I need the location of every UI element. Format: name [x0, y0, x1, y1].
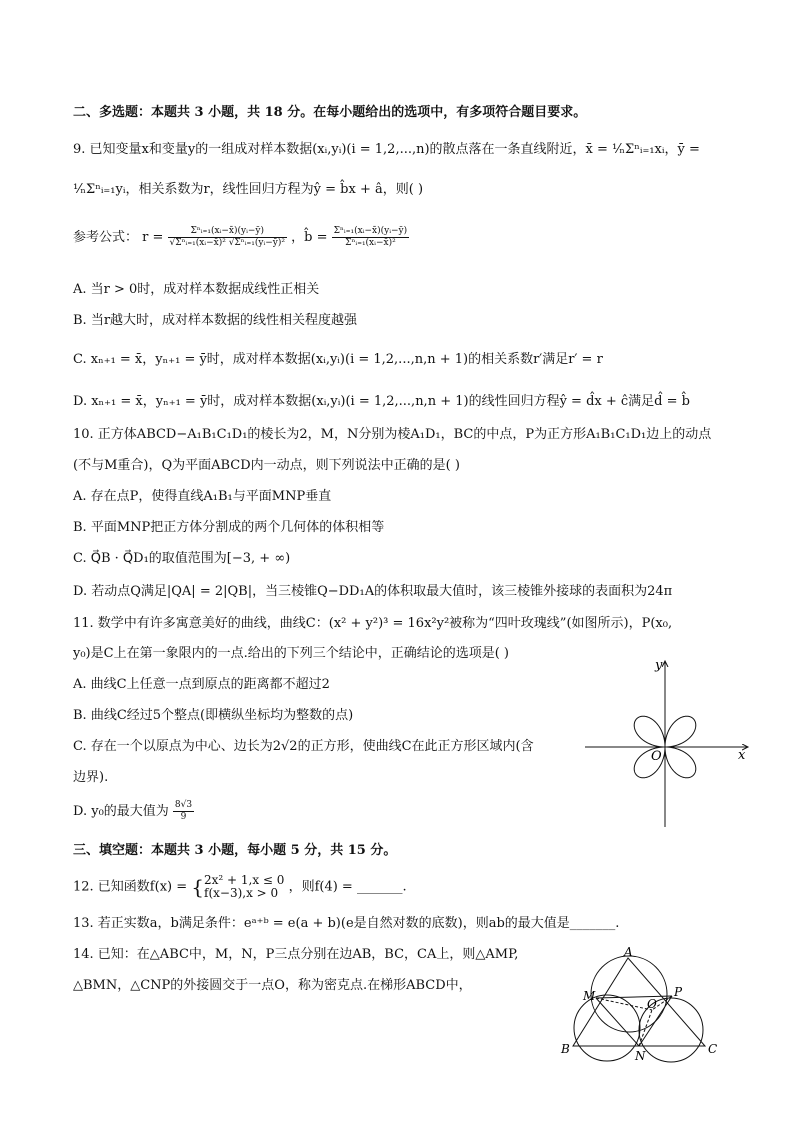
q9-b-numerator: Σⁿᵢ₌₁(xᵢ−x̄)(yᵢ−ȳ)	[333, 226, 408, 236]
q10-option-c: C. Q⃗B · Q⃗D₁的取值范围为[−3, + ∞)	[73, 551, 291, 566]
fig-label-c: C	[708, 1042, 718, 1056]
q10-stem-line2: (不与M重合)，Q为平面ABCD内一动点，则下列说法中正确的是( )	[73, 458, 460, 473]
q9-b-fraction	[332, 226, 410, 249]
q9-r-numerator: Σⁿᵢ₌₁(xᵢ−x̄)(yᵢ−ȳ)	[168, 226, 287, 238]
q9-option-a: A. 当r > 0时，成对样本数据成线性正相关	[73, 282, 320, 297]
q12-case2: f(x−3),x > 0	[204, 886, 279, 900]
fig-label-p: P	[674, 985, 683, 999]
q10-option-a: A. 存在点P，使得直线A₁B₁与平面MNP垂直	[73, 489, 332, 504]
q13-line: 13. 若正实数a，b满足条件：eᵃ⁺ᵇ = e(a + b)(e是自然对数的底数)，则ab的最大值是_______.	[73, 916, 620, 931]
q10-stem-line1: 10. 正方体ABCD−A₁B₁C₁D₁的棱长为2，M，N分别为棱A₁D₁，BC的中点，P为正方形A₁B₁C₁D₁边上的动点	[73, 427, 712, 442]
section-fill-blank-header: 三、填空题：本题共 3 小题，每小题 5 分，共 15 分。	[73, 843, 397, 858]
q9-r-denominator: √Σⁿᵢ₌₁(xᵢ−x̄)² √Σⁿᵢ₌₁(yᵢ−ȳ)²	[169, 238, 286, 248]
q11-option-c-line2: 边界).	[73, 770, 109, 785]
q14-stem-line1: 14. 已知：在△ABC中，M，N，P三点分别在边AB，BC，CA上，则△AMP,	[73, 947, 519, 962]
fig-y-label: y	[655, 658, 663, 673]
q9-r-fraction	[168, 226, 287, 249]
miquel-point-figure	[555, 942, 735, 1082]
q9-b-lhs: ，b̂ =	[291, 230, 328, 245]
q12-prefix: 12. 已知函数f(x) =	[73, 879, 188, 895]
q9-stem-line1: 9. 已知变量x和变量y的一组成对样本数据(xᵢ,yᵢ)(i = 1,2,...,n)的散点落在一条直线附近，x̄ = ¹⁄ₙΣⁿᵢ₌₁xᵢ，ȳ =	[73, 142, 700, 157]
q9-option-d: D. xₙ₊₁ = x̄，yₙ₊₁ = ȳ时，成对样本数据(xᵢ,yᵢ)(i = 1,2,...,n,n + 1)的线性回归方程ŷ = d̂x + ĉ满足d̂ = b̂	[73, 394, 690, 409]
fig-label-o: O	[647, 997, 657, 1011]
q12-line	[73, 872, 407, 903]
q11-stem-line1: 11. 数学中有许多寓意美好的曲线，曲线C：(x² + y²)³ = 16x²y²被称为“四叶玫瑰线”(如图所示)，P(x₀,	[73, 616, 673, 631]
q14-stem-line2: △BMN，△CNP的外接圆交于一点O，称为密克点.在梯形ABCD中，	[73, 978, 472, 993]
q10-option-d: D. 若动点Q满足|QA| = 2|QB|，当三棱锥Q−DD₁A的体积取最大值时，该三棱锥外接球的表面积为24π	[73, 584, 673, 599]
q12-suffix: ，则f(4) = _______.	[288, 879, 407, 895]
q11-option-a: A. 曲线C上任意一点到原点的距离都不超过2	[73, 677, 330, 692]
q11-option-c-line1: C. 存在一个以原点为中心、边长为2√2的正方形，使曲线C在此正方形区域内(含	[73, 739, 534, 754]
q9-reference-formula	[73, 226, 409, 249]
section-multi-choice-header: 二、多选题：本题共 3 小题，共 18 分。在每小题给出的选项中，有多项符合题目要求。	[73, 105, 587, 120]
fig-label-n: N	[635, 1049, 646, 1063]
q11-stem-line2: y₀)是C上在第一象限内的一点.给出的下列三个结论中，正确结论的选项是( )	[73, 646, 509, 661]
segment-mn	[596, 998, 639, 1046]
fig-label-m: M	[583, 989, 596, 1003]
q11-option-d-fraction	[173, 800, 194, 823]
fig-x-label: x	[738, 748, 746, 763]
segment-mp	[596, 996, 672, 998]
fig-label-a: A	[624, 945, 633, 959]
q11-option-d	[73, 800, 194, 824]
q9-option-c: C. xₙ₊₁ = x̄，yₙ₊₁ = ȳ时，成对样本数据(xᵢ,yᵢ)(i = 1,2,...,n,n + 1)的相关系数r′满足r′ = r	[73, 352, 603, 367]
q11-option-d-denominator: 9	[180, 812, 187, 822]
q10-option-b: B. 平面MNP把正方体分割成的两个几何体的体积相等	[73, 520, 385, 535]
fig-origin-label: O	[651, 749, 662, 764]
q9-formula-label: 参考公式：	[73, 230, 139, 245]
q9-option-b: B. 当r越大时，成对样本数据的线性相关程度越强	[73, 313, 358, 328]
q12-brace: {	[191, 875, 204, 899]
q12-cases	[204, 874, 284, 900]
q11-option-d-prefix: D. y₀的最大值为	[73, 804, 169, 819]
fig-label-b: B	[561, 1042, 570, 1056]
q12-case1: 2x² + 1,x ≤ 0	[204, 873, 285, 887]
q9-stem-line2: ¹⁄ₙΣⁿᵢ₌₁yᵢ，相关系数为r，线性回归方程为ŷ = b̂x + â，则( )	[73, 182, 424, 197]
q9-b-denominator: Σⁿᵢ₌₁(xᵢ−x̄)²	[345, 238, 396, 248]
q9-r-lhs: r =	[142, 230, 164, 245]
q11-option-d-numerator: 8√3	[174, 800, 193, 810]
four-leaf-rose-figure	[580, 655, 755, 830]
q11-option-b: B. 曲线C经过5个整点(即横纵坐标均为整数的点)	[73, 708, 354, 723]
